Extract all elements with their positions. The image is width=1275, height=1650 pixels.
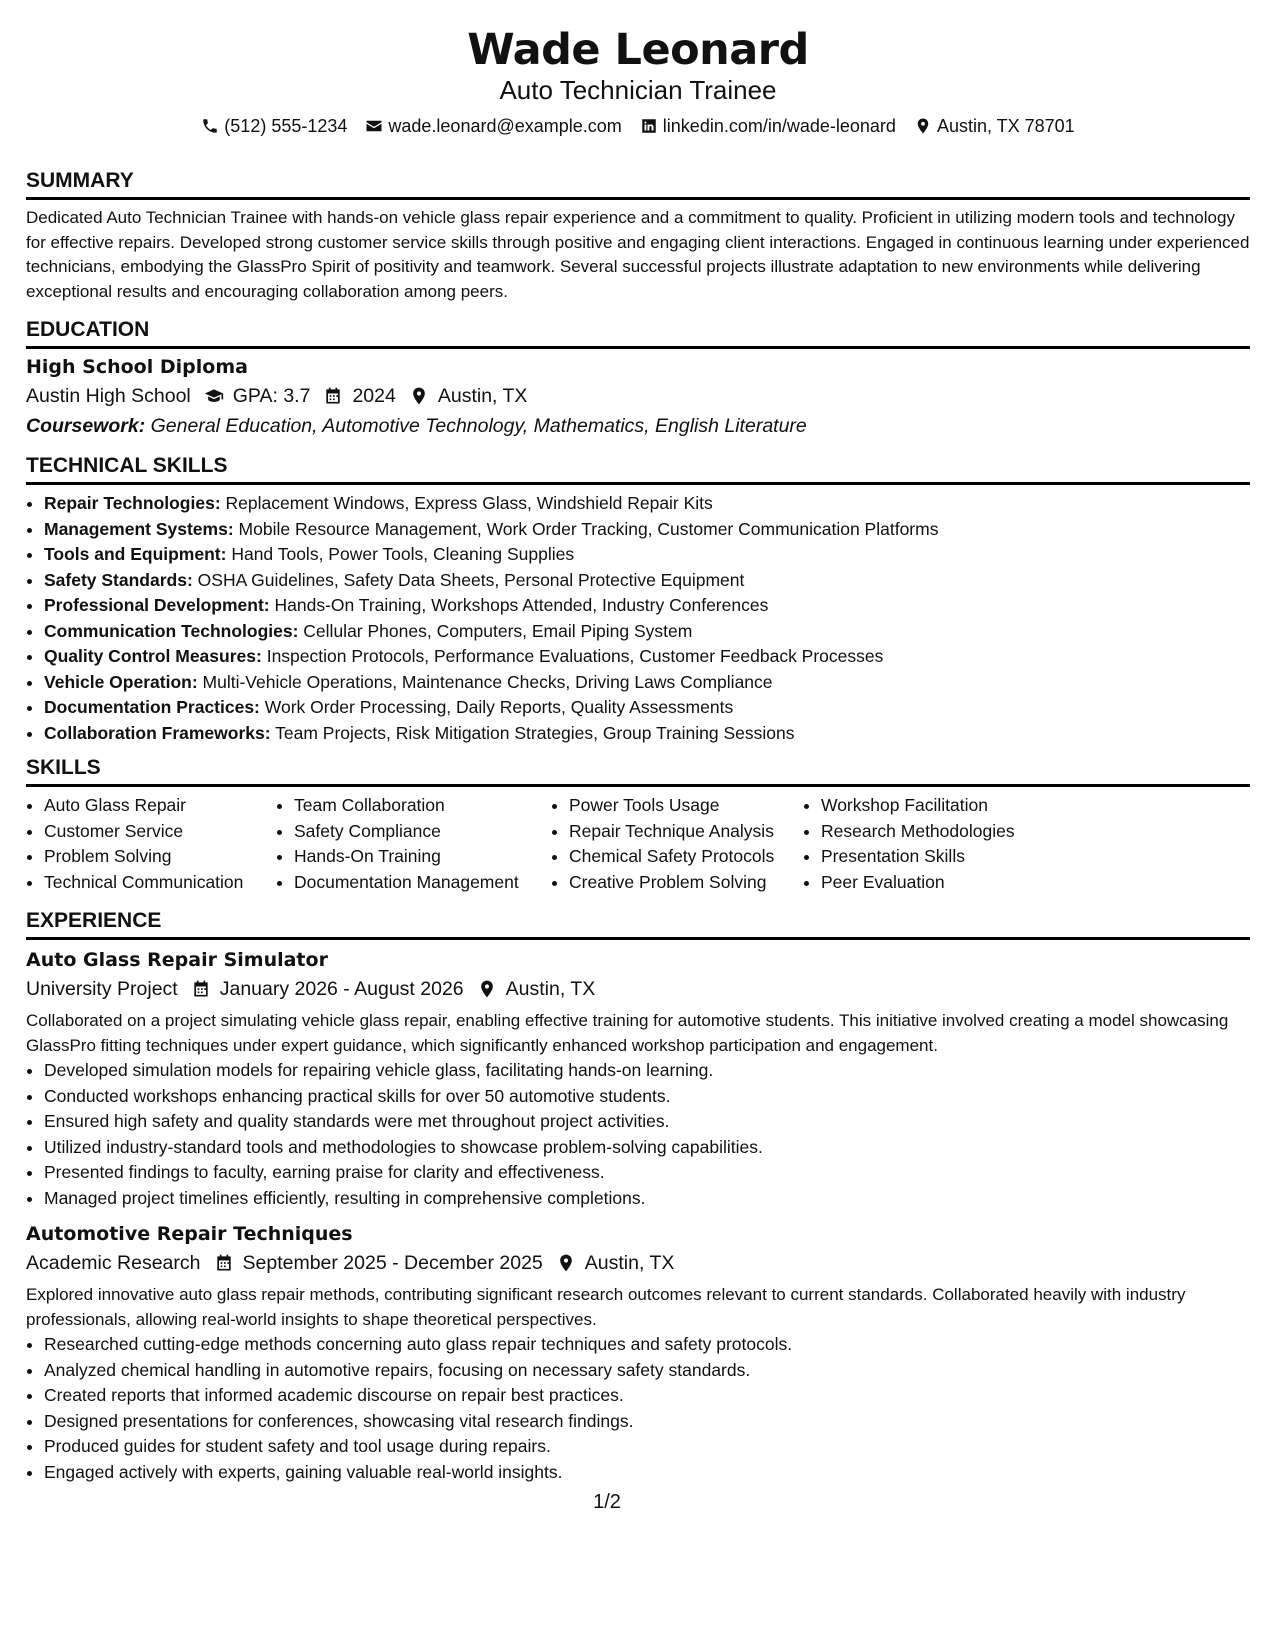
education-meta: [26, 382, 1250, 410]
list-item: • Developed simulation models for repairing vehicle glass, facilitating hands-on learning.: [44, 1058, 1250, 1084]
phone-text: (512) 555-1234: [224, 116, 348, 136]
skill-values: Cellular Phones, Computers, Email Piping System: [303, 620, 693, 641]
school-location: Austin, TX: [437, 385, 528, 407]
skills-column: [26, 793, 276, 895]
email-text: wade.leonard@example.com: [388, 116, 622, 136]
list-item: [44, 670, 1250, 696]
skill-values: Hands-On Training, Workshops Attended, Industry Conferences: [274, 595, 769, 615]
technical-skills-list: [26, 491, 1250, 746]
list-item: • Presented findings to faculty, earning praise for clarity and effectiveness.: [44, 1160, 1250, 1186]
list-item: • Produced guides for student safety and tool usage during repairs.: [44, 1434, 1250, 1460]
summary-text: Dedicated Auto Technician Trainee with hands-on vehicle glass repair experience and a commitment to quality. Proficient in utilizing modern tools and technology for effective repairs. Developed strong customer service skills through positive and engaging client interactions. Engaged in continuous learning under experienced technicians, embodying the GlassPro Spirit of positivity and teamwork. Several successful projects illustrate adaptation to new environments while delivering exceptional results and encouraging collaboration among peers.: [26, 208, 1250, 301]
skill-values: Multi-Vehicle Operations, Maintenance Checks, Driving Laws Compliance: [202, 671, 773, 692]
degree-title: High School Diploma: [26, 356, 248, 378]
list-item: • Problem Solving: [44, 844, 276, 870]
skill-category: Documentation Practices:: [44, 697, 260, 717]
calendar-icon: [322, 385, 344, 407]
contact-location: [914, 115, 1075, 137]
list-item: • Created reports that informed academic discourse on repair best practices.: [44, 1383, 1250, 1409]
job-description: Collaborated on a project simulating vehicle glass repair, enabling effective training for automotive students. This initiative involved creating a model showcasing GlassPro fitting techniques under expert guidance, which significantly enhanced workshop participation and engagement.: [26, 1011, 1229, 1055]
skill-values: Replacement Windows, Express Glass, Windshield Repair Kits: [225, 493, 713, 513]
resume-page: [26, 0, 1250, 1485]
skills-section: [26, 756, 1250, 895]
job-bullets: [26, 1058, 1250, 1211]
job-meta: [26, 975, 1250, 1003]
location-text: Austin, TX 78701: [936, 116, 1075, 136]
contact-linkedin[interactable]: [640, 115, 896, 137]
list-item: • Team Collaboration: [294, 793, 551, 819]
linkedin-icon: [640, 117, 658, 135]
skill-category: Tools and Equipment:: [44, 544, 227, 564]
list-item: • Workshop Facilitation: [821, 793, 1103, 819]
list-item: • Research Methodologies: [821, 819, 1103, 845]
list-item: [44, 568, 1250, 594]
list-item: • Engaged actively with experts, gaining valuable real-world insights.: [44, 1460, 1250, 1486]
list-item: • Peer Evaluation: [821, 870, 1103, 896]
job-entry: [26, 947, 1250, 1211]
skill-category: Vehicle Operation:: [44, 671, 198, 692]
list-item: • Presentation Skills: [821, 844, 1103, 870]
list-item: • Auto Glass Repair: [44, 793, 276, 819]
job-org: University Project: [26, 978, 178, 1000]
job-title: Automotive Repair Techniques: [26, 1223, 353, 1245]
list-item: • Documentation Management: [294, 870, 551, 896]
skill-category: Repair Technologies:: [44, 493, 221, 513]
list-item: • Researched cutting-edge methods concerning auto glass repair techniques and safety protocols.: [44, 1332, 1250, 1358]
skills-grid: [26, 793, 1250, 895]
section-title: SUMMARY: [26, 169, 1250, 200]
envelope-icon: [365, 117, 383, 135]
list-item: [44, 491, 1250, 517]
list-item: • Repair Technique Analysis: [569, 819, 803, 845]
job-bullets: [26, 1332, 1250, 1485]
summary-section: [26, 169, 1250, 304]
section-title: EXPERIENCE: [26, 909, 1250, 940]
skill-values: Work Order Processing, Daily Reports, Quality Assessments: [264, 697, 734, 717]
phone-icon: [201, 117, 219, 135]
skill-category: Professional Development:: [44, 595, 270, 615]
list-item: • Technical Communication: [44, 870, 276, 896]
list-item: • Hands-On Training: [294, 844, 551, 870]
candidate-role: Auto Technician Trainee: [499, 75, 777, 105]
skills-column: [803, 793, 1103, 895]
section-title: TECHNICAL SKILLS: [26, 454, 1250, 485]
calendar-icon: [213, 1252, 235, 1274]
list-item: [44, 593, 1250, 619]
page-number: 1/2: [593, 1491, 621, 1513]
job-location: Austin, TX: [584, 1252, 675, 1274]
list-item: [44, 619, 1250, 645]
list-item: • Managed project timelines efficiently, resulting in comprehensive completions.: [44, 1186, 1250, 1212]
job-meta: [26, 1249, 1250, 1277]
list-item: • Chemical Safety Protocols: [569, 844, 803, 870]
skill-values: Mobile Resource Management, Work Order Tracking, Customer Communication Platforms: [238, 518, 939, 539]
coursework-line: [26, 412, 1250, 440]
job-description: Explored innovative auto glass repair methods, contributing significant research outcomes relevant to current standards. Collaborated heavily with industry professionals, allowing real-world insights to shape theoretical perspectives.: [26, 1285, 1186, 1329]
job-title: Auto Glass Repair Simulator: [26, 949, 328, 971]
gpa-text: GPA: 3.7: [232, 385, 311, 407]
contact-email[interactable]: [365, 115, 621, 137]
job-org: Academic Research: [26, 1252, 201, 1274]
list-item: • Safety Compliance: [294, 819, 551, 845]
map-pin-icon: [914, 117, 932, 135]
list-item: • Designed presentations for conferences, showcasing vital research findings.: [44, 1409, 1250, 1435]
technical-skills-section: [26, 454, 1250, 746]
skill-values: OSHA Guidelines, Safety Data Sheets, Personal Protective Equipment: [197, 569, 745, 590]
skill-category: Safety Standards:: [44, 569, 193, 590]
candidate-name: Wade Leonard: [467, 25, 809, 75]
list-item: • Creative Problem Solving: [569, 870, 803, 896]
skill-category: Collaboration Frameworks:: [44, 722, 271, 743]
list-item: [44, 542, 1250, 568]
skill-category: Management Systems:: [44, 518, 234, 539]
contact-phone[interactable]: [201, 115, 347, 137]
coursework-text: General Education, Automotive Technology, Mathematics, English Literature: [150, 415, 807, 437]
skill-values: Inspection Protocols, Performance Evaluations, Customer Feedback Processes: [266, 646, 884, 666]
graduation-cap-icon: [203, 385, 225, 407]
skills-column: [551, 793, 803, 895]
contact-bar: [26, 115, 1250, 137]
section-title: SKILLS: [26, 756, 1250, 787]
skills-column: [276, 793, 551, 895]
job-dates: January 2026 - August 2026: [219, 978, 464, 1000]
list-item: • Analyzed chemical handling in automotive repairs, focusing on necessary safety standards.: [44, 1358, 1250, 1384]
resume-header: [26, 26, 1250, 137]
linkedin-text: linkedin.com/in/wade-leonard: [662, 116, 896, 136]
coursework-label: Coursework:: [26, 415, 146, 437]
education-section: [26, 318, 1250, 440]
map-pin-icon: [476, 978, 498, 1000]
list-item: [44, 517, 1250, 543]
skill-values: Team Projects, Risk Mitigation Strategies, Group Training Sessions: [275, 722, 795, 743]
map-pin-icon: [408, 385, 430, 407]
graduation-year: 2024: [352, 385, 396, 407]
list-item: [44, 695, 1250, 721]
list-item: • Conducted workshops enhancing practical skills for over 50 automotive students.: [44, 1084, 1250, 1110]
list-item: • Power Tools Usage: [569, 793, 803, 819]
school-name: Austin High School: [26, 385, 191, 407]
list-item: [44, 644, 1250, 670]
list-item: • Customer Service: [44, 819, 276, 845]
calendar-icon: [190, 978, 212, 1000]
job-location: Austin, TX: [505, 978, 596, 1000]
map-pin-icon: [555, 1252, 577, 1274]
skill-category: Communication Technologies:: [44, 620, 299, 641]
skill-values: Hand Tools, Power Tools, Cleaning Supplies: [231, 544, 575, 564]
list-item: • Ensured high safety and quality standards were met throughout project activities.: [44, 1109, 1250, 1135]
section-title: EDUCATION: [26, 318, 1250, 349]
list-item: • Utilized industry-standard tools and methodologies to showcase problem-solving capabilities.: [44, 1135, 1250, 1161]
job-entry: [26, 1221, 1250, 1485]
skill-category: Quality Control Measures:: [44, 646, 262, 666]
experience-section: [26, 909, 1250, 1485]
job-dates: September 2025 - December 2025: [242, 1252, 543, 1274]
list-item: [44, 721, 1250, 747]
